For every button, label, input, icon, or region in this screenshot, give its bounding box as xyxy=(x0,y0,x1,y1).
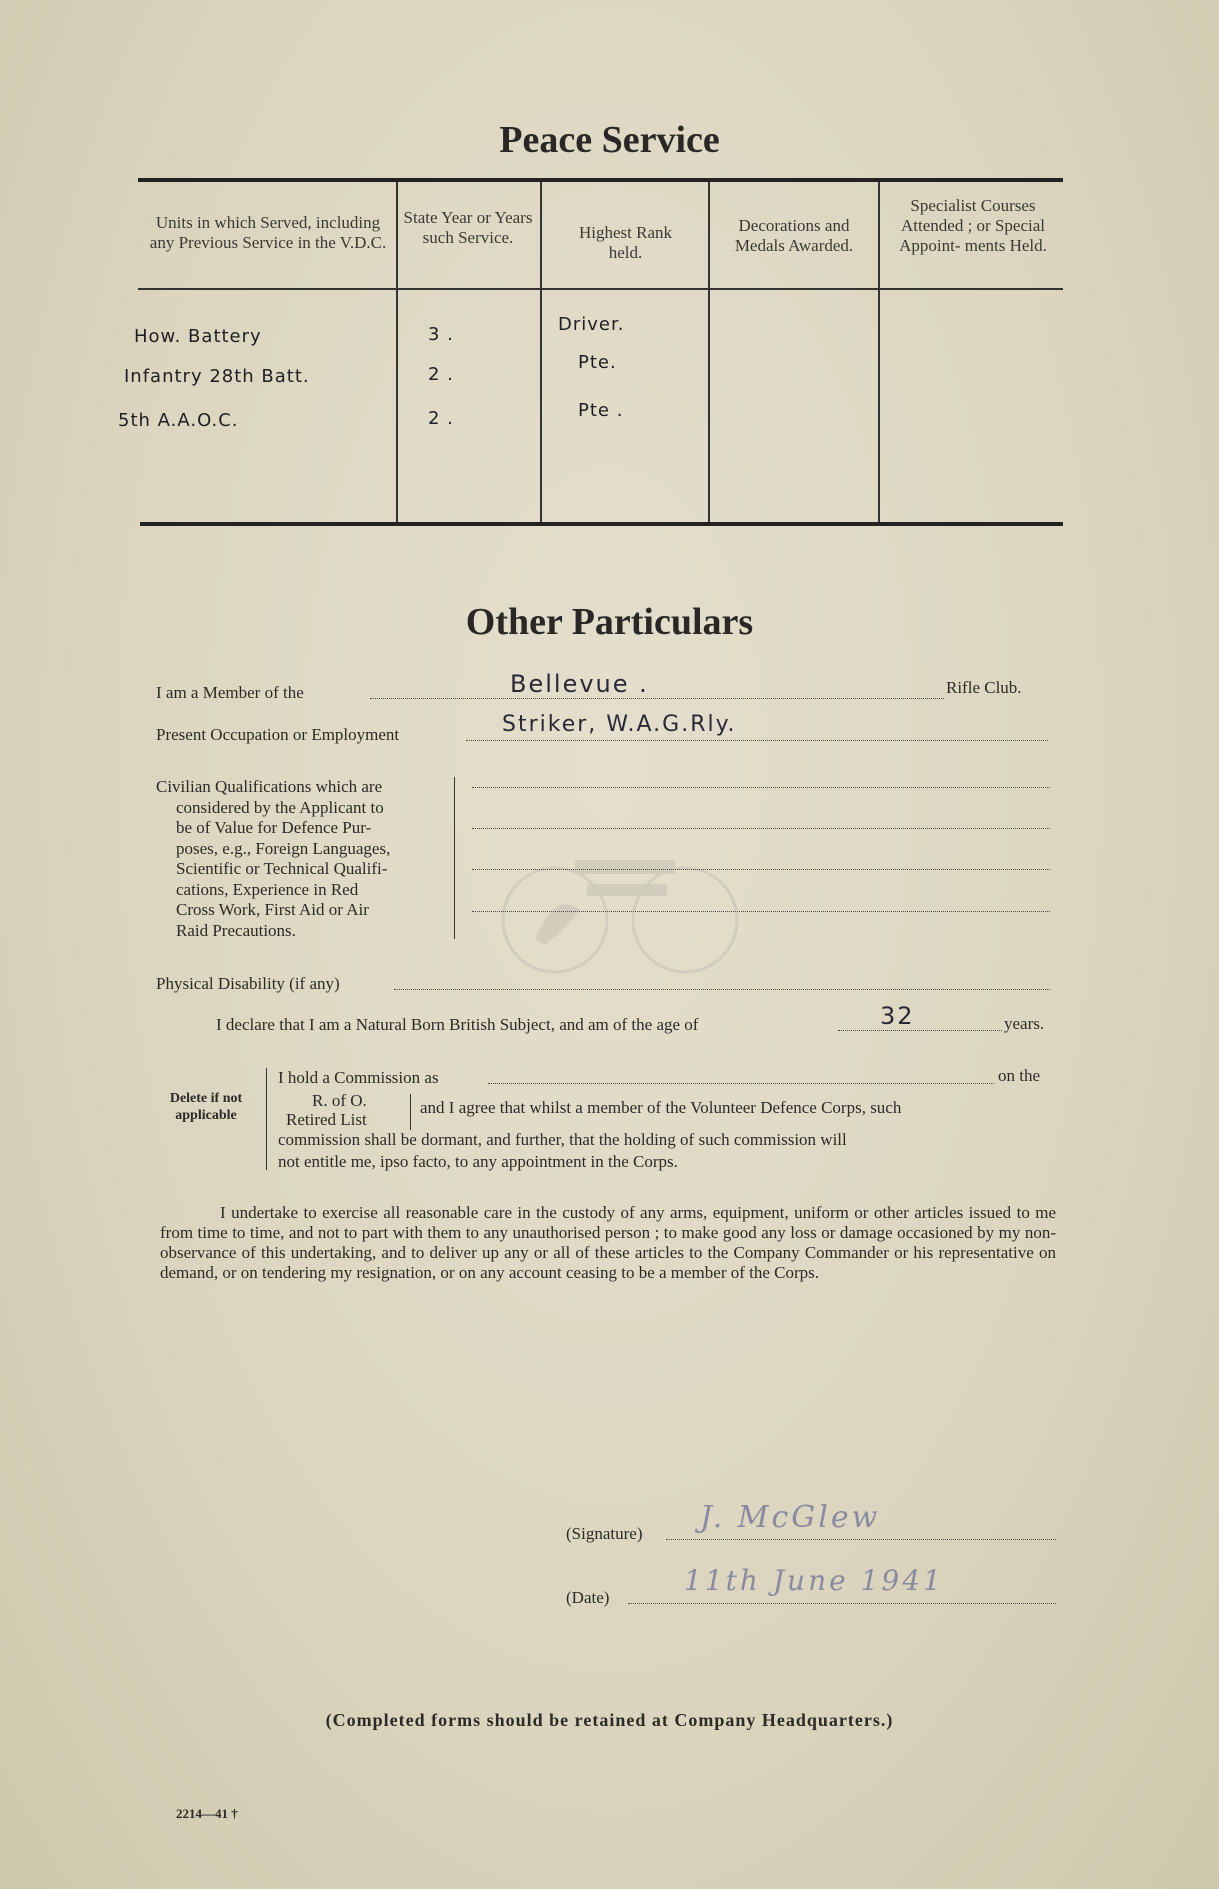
occupation-line xyxy=(466,740,1048,741)
qualifications-line: poses, e.g., Foreign Languages, xyxy=(176,838,391,858)
rifle-club-label: Rifle Club. xyxy=(946,678,1022,697)
column-header-years: State Year or Years such Service. xyxy=(403,208,533,247)
age-value: 32 xyxy=(880,1002,915,1030)
years-cell: 2 . xyxy=(428,408,454,429)
column-divider xyxy=(878,182,880,522)
table-header-rule xyxy=(138,288,1063,290)
qualifications-line: be of Value for Defence Pur- xyxy=(176,818,372,837)
form-number: 2214—41 † xyxy=(176,1806,238,1821)
table-bottom-rule xyxy=(140,522,1063,526)
qualifications-line: Scientific or Technical Qualifi- xyxy=(176,859,388,878)
collection-watermark-icon xyxy=(495,850,745,980)
delete-note: Delete if not applicable xyxy=(169,1091,243,1123)
peace-service-table xyxy=(118,178,1063,536)
signature-label: (Signature) xyxy=(566,1524,643,1543)
table-top-rule xyxy=(138,178,1063,182)
disability-line xyxy=(394,989,1050,990)
years-label: years. xyxy=(1004,1014,1045,1033)
commission-on-the: on the xyxy=(998,1066,1041,1085)
peace-service-title: Peace Service xyxy=(499,119,720,161)
commission-line4: not entitle me, ipso facto, to any appointment in the Corps. xyxy=(278,1152,678,1171)
column-divider xyxy=(396,182,398,522)
commission-line xyxy=(488,1083,994,1084)
qualifications-brace xyxy=(454,777,455,939)
commission-retired: Retired List xyxy=(286,1110,367,1129)
qualifications-line: cations, Experience in Red xyxy=(176,879,359,899)
commission-agreement: and I agree that whilst a member of the Volunteer Defence Corps, such xyxy=(420,1098,902,1117)
qualifications-line-blank xyxy=(472,828,1050,829)
unit-cell: Infantry 28th Batt. xyxy=(124,366,310,387)
member-label: I am a Member of the xyxy=(156,683,304,702)
date-value: 11th June 1941 xyxy=(684,1564,944,1597)
qualifications-line: Cross Work, First Aid or Air xyxy=(176,900,369,919)
qualifications-line-blank xyxy=(472,787,1050,788)
column-header-rank: Highest Rank held. xyxy=(578,223,673,262)
unit-cell: How. Battery xyxy=(134,326,262,347)
qualifications-label xyxy=(156,777,456,941)
ro-brace xyxy=(404,1094,411,1130)
other-particulars-title: Other Particulars xyxy=(465,601,754,643)
commission-ro: R. of O. xyxy=(312,1091,367,1110)
member-line xyxy=(370,698,944,699)
occupation-value: Striker, W.A.G.Rly. xyxy=(502,712,737,737)
column-header-units: Units in which Served, including any Previous Service in the V.D.C. xyxy=(149,213,387,252)
commission-line3: commission shall be dormant, and further, that the holding of such commission will xyxy=(278,1130,847,1149)
signature-line xyxy=(666,1539,1056,1540)
member-value: Bellevue . xyxy=(510,670,649,698)
age-line xyxy=(838,1030,1002,1031)
years-cell: 3 . xyxy=(428,324,454,345)
declaration-text: I declare that I am a Natural Born British Subject, and am of the age of xyxy=(216,1015,699,1034)
signature-value: J. McGlew xyxy=(700,1500,881,1535)
date-line xyxy=(628,1603,1056,1604)
qualifications-line: Civilian Qualifications which are xyxy=(156,777,383,796)
occupation-label: Present Occupation or Employment xyxy=(156,725,400,744)
unit-cell: 5th A.A.O.C. xyxy=(118,410,239,431)
footnote: (Completed forms should be retained at Company Headquarters.) xyxy=(325,1710,894,1730)
qualifications-line: Raid Precautions. xyxy=(176,920,296,940)
column-header-specialist: Specialist Courses Attended ; or Special Appoint- ments Held. xyxy=(899,196,1047,255)
rank-cell: Driver. xyxy=(558,314,625,335)
rank-cell: Pte. xyxy=(578,352,617,373)
column-header-decorations: Decorations and Medals Awarded. xyxy=(734,216,854,255)
commission-brace xyxy=(266,1068,273,1170)
disability-label: Physical Disability (if any) xyxy=(156,974,340,993)
date-label: (Date) xyxy=(566,1588,610,1607)
qualifications-line: considered by the Applicant to xyxy=(176,797,384,817)
rank-cell: Pte . xyxy=(578,400,624,421)
column-divider xyxy=(708,182,710,522)
years-cell: 2 . xyxy=(428,364,454,385)
commission-line1: I hold a Commission as xyxy=(278,1068,439,1087)
undertaking-paragraph: I undertake to exercise all reasonable care in the custody of any arms, equipment, uniform or other articles issued to me from time to time, and not to part with them to any unauthorised person ; to make good any loss or damage occasioned by my non-observance of this undertaking, and to deliver up any or all of these articles to the Company Commander or his representative on demand, or on tendering my resignation, or on any account ceasing to be a member of the Corps. xyxy=(160,1203,1056,1282)
column-divider xyxy=(540,182,542,522)
